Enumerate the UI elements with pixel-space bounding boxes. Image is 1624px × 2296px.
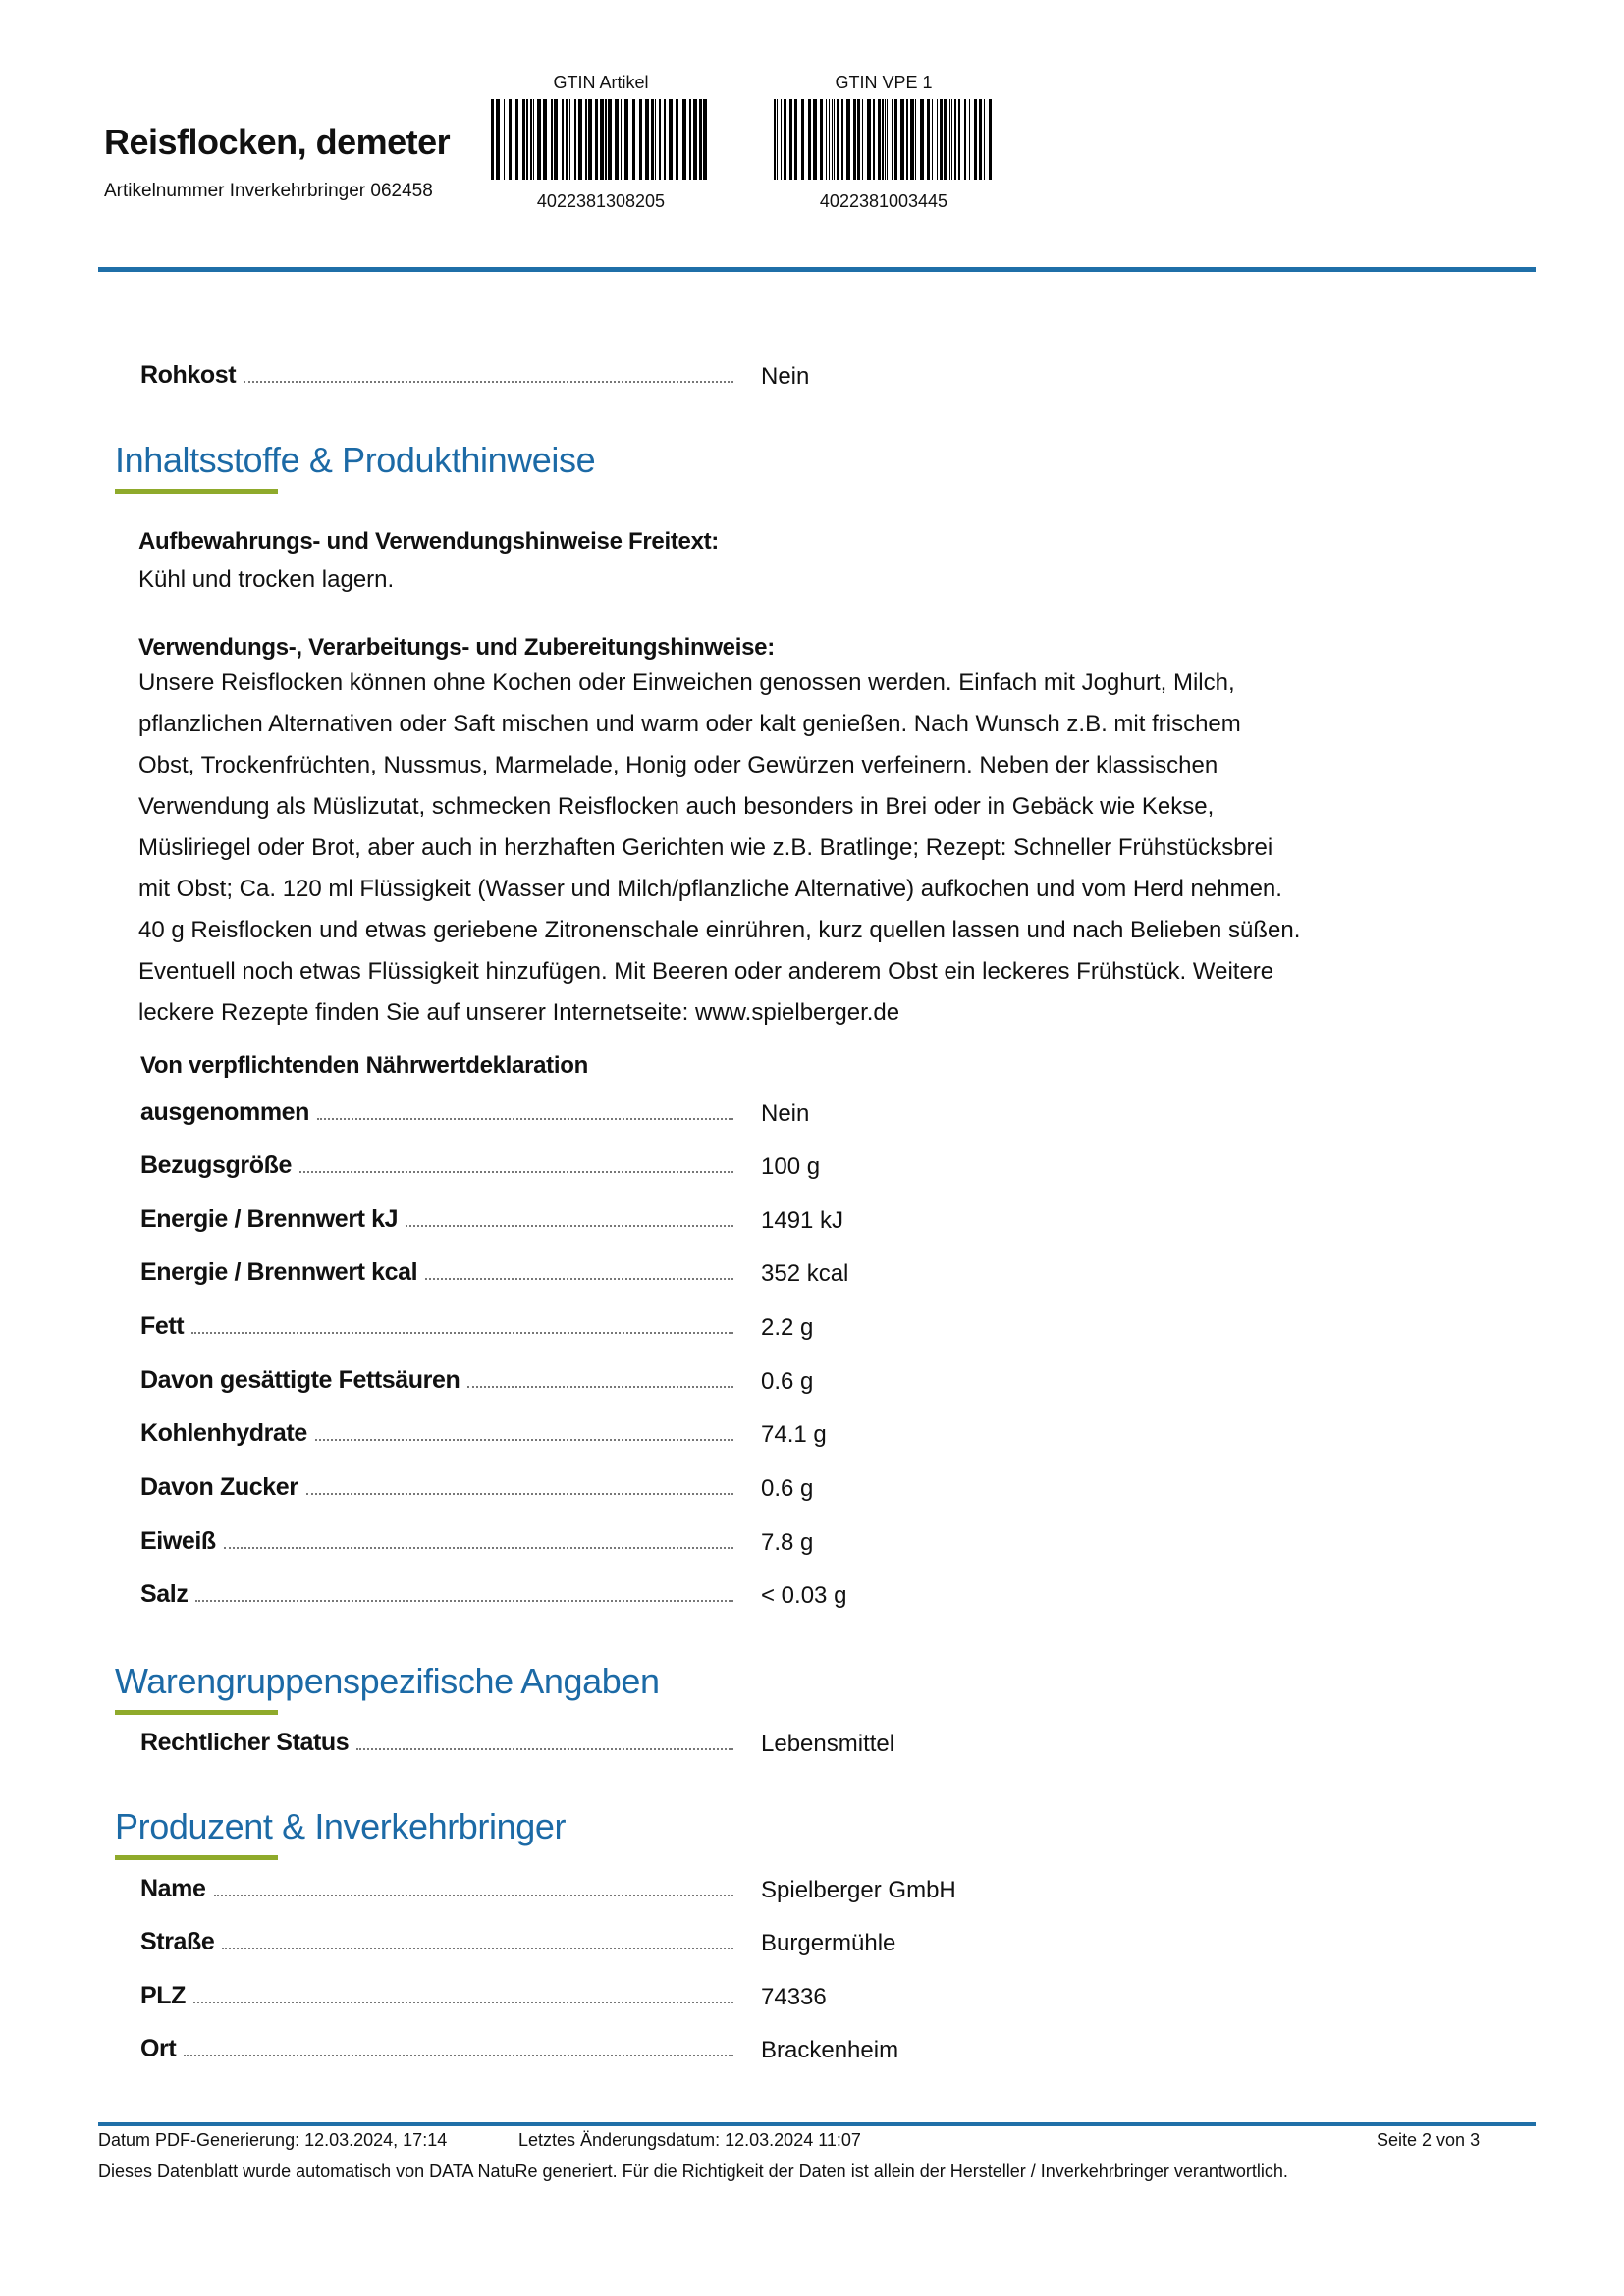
- field-value: 2.2 g: [761, 1314, 814, 1341]
- field-label: Davon gesättigte Fettsäuren: [140, 1366, 460, 1394]
- storage-text: Kühl und trocken lagern.: [138, 566, 395, 593]
- field-label: Energie / Brennwert kJ: [140, 1205, 399, 1233]
- footer-page-number: Seite 2 von 3: [1377, 2130, 1481, 2150]
- field-value: < 0.03 g: [761, 1582, 847, 1609]
- field-label: Straße: [140, 1928, 215, 1955]
- field-row: [140, 1982, 1417, 2021]
- field-value: 0.6 g: [761, 1368, 814, 1395]
- dot-leader: [406, 1224, 733, 1227]
- field-value: 100 g: [761, 1153, 821, 1180]
- field-row: [140, 1098, 1417, 1138]
- barcode-label: GTIN VPE 1: [835, 73, 933, 92]
- field-row: [140, 1473, 1417, 1513]
- section-accent-bar: [115, 489, 278, 494]
- field-row: [140, 2035, 1417, 2074]
- field-row: [140, 1151, 1417, 1191]
- field-value: Burgermühle: [761, 1930, 896, 1956]
- section-accent-bar: [115, 1855, 278, 1860]
- field-value: Nein: [761, 1100, 810, 1127]
- field-row: [140, 1875, 1417, 1914]
- dot-leader: [184, 2054, 733, 2056]
- section-title-producer: Produzent & Inverkehrbringer: [115, 1806, 567, 1846]
- usage-line: mit Obst; Ca. 120 ml Flüssigkeit (Wasser und Milch/pflanzliche Alternative) aufkochen und vom Herd nehmen.: [138, 876, 1282, 902]
- field-value: 74.1 g: [761, 1421, 827, 1448]
- field-row: [140, 361, 1417, 400]
- field-label: Name: [140, 1875, 206, 1902]
- usage-line: Verwendung als Müslizutat, schmecken Reisflocken auch besonders in Brei oder in Gebäck wie Kekse,: [138, 793, 1215, 820]
- usage-line: Obst, Trockenfrüchten, Nussmus, Marmelade, Honig oder Gewürzen verfeinern. Neben der klassischen: [138, 752, 1218, 778]
- field-label: Rohkost: [140, 361, 237, 389]
- field-value: Lebensmittel: [761, 1731, 895, 1757]
- field-row: [140, 1729, 1417, 1768]
- field-row: [140, 1419, 1417, 1459]
- footer-disclaimer: Dieses Datenblatt wurde automatisch von DATA NatuRe generiert. Für die Richtigkeit der Daten ist allein der Hersteller / Inverkehrbringer verantwortlich.: [98, 2162, 1288, 2181]
- barcode-gtin-vpe: [766, 73, 1001, 212]
- usage-heading: Verwendungs-, Verarbeitungs- und Zubereitungshinweise:: [138, 634, 775, 661]
- field-row: [140, 1527, 1417, 1567]
- field-label: PLZ: [140, 1982, 187, 2009]
- field-value: Spielberger GmbH: [761, 1877, 956, 1903]
- usage-line: pflanzlichen Alternativen oder Saft mischen und warm oder kalt genießen. Nach Wunsch z.B. mit frischem: [138, 711, 1241, 737]
- dot-leader: [299, 1170, 733, 1173]
- storage-heading: Aufbewahrungs- und Verwendungshinweise Freitext:: [138, 528, 720, 555]
- dot-leader: [306, 1492, 733, 1495]
- field-value: Brackenheim: [761, 2037, 899, 2063]
- section-accent-bar: [115, 1710, 278, 1715]
- usage-line: Eventuell noch etwas Flüssigkeit hinzufügen. Mit Beeren oder anderem Obst ein leckeres Frühstück. Weitere: [138, 958, 1274, 985]
- barcode-icon: [770, 99, 998, 180]
- barcode-label: GTIN Artikel: [553, 73, 649, 92]
- dot-leader: [244, 380, 733, 383]
- usage-line: leckere Rezepte finden Sie auf unserer Internetseite: www.spielberger.de: [138, 999, 900, 1026]
- barcode-number: 4022381308205: [536, 191, 666, 211]
- field-label: ausgenommen: [140, 1098, 310, 1126]
- article-number: Artikelnummer Inverkehrbringer 062458: [104, 181, 433, 201]
- field-value: Nein: [761, 363, 810, 390]
- field-label: Salz: [140, 1580, 189, 1608]
- field-value: 74336: [761, 1984, 827, 2010]
- field-value: 352 kcal: [761, 1260, 849, 1287]
- dot-leader: [214, 1894, 734, 1896]
- dot-leader: [317, 1117, 733, 1120]
- product-title: Reisflocken, demeter: [104, 122, 451, 162]
- field-row: [140, 1205, 1417, 1245]
- field-label: Kohlenhydrate: [140, 1419, 307, 1447]
- section-title-ingredients: Inhaltsstoffe & Produkthinweise: [115, 440, 596, 480]
- field-value: 0.6 g: [761, 1475, 814, 1502]
- dot-leader: [467, 1385, 733, 1388]
- header-divider: [98, 267, 1536, 272]
- field-value: 1491 kJ: [761, 1207, 844, 1234]
- field-value: 7.8 g: [761, 1529, 814, 1556]
- field-row: [140, 1580, 1417, 1620]
- barcode-number: 4022381003445: [819, 191, 948, 211]
- dot-leader: [222, 1947, 733, 1949]
- field-row: [140, 1366, 1417, 1406]
- field-row: [140, 1258, 1417, 1298]
- usage-line: 40 g Reisflocken und etwas geriebene Zitronenschale einrühren, kurz quellen lassen und nach Belieben süßen.: [138, 917, 1301, 943]
- dot-leader: [195, 1599, 733, 1602]
- field-label: Fett: [140, 1312, 185, 1340]
- dot-leader: [224, 1546, 733, 1549]
- footer-generated-date: Datum PDF-Generierung: 12.03.2024, 17:14: [98, 2130, 448, 2150]
- footer-divider: [98, 2122, 1536, 2126]
- field-label: Rechtlicher Status: [140, 1729, 350, 1756]
- dot-leader: [193, 2001, 733, 2003]
- field-label: Davon Zucker: [140, 1473, 298, 1501]
- section-title-product-group: Warengruppenspezifische Angaben: [115, 1661, 660, 1701]
- barcode-icon: [487, 99, 715, 180]
- field-row: [140, 1928, 1417, 1967]
- field-label: Ort: [140, 2035, 177, 2062]
- field-row: [140, 1312, 1417, 1352]
- exempt-heading: Von verpflichtenden Nährwertdeklaration: [140, 1052, 588, 1079]
- dot-leader: [191, 1331, 733, 1334]
- field-label: Energie / Brennwert kcal: [140, 1258, 418, 1286]
- barcode-gtin-article: [483, 73, 719, 212]
- usage-line: Müsliriegel oder Brot, aber auch in herzhaften Gerichten wie z.B. Bratlinge; Rezept: Schneller Frühstücksbrei: [138, 834, 1273, 861]
- dot-leader: [315, 1438, 733, 1441]
- usage-text: [138, 663, 1385, 1034]
- field-label: Bezugsgröße: [140, 1151, 292, 1179]
- dot-leader: [356, 1747, 733, 1750]
- dot-leader: [425, 1277, 733, 1280]
- footer-changed-date: Letztes Änderungsdatum: 12.03.2024 11:07: [518, 2130, 861, 2150]
- field-label: Eiweiß: [140, 1527, 216, 1555]
- usage-line: Unsere Reisflocken können ohne Kochen oder Einweichen genossen werden. Einfach mit Joghurt, Milch,: [138, 669, 1235, 696]
